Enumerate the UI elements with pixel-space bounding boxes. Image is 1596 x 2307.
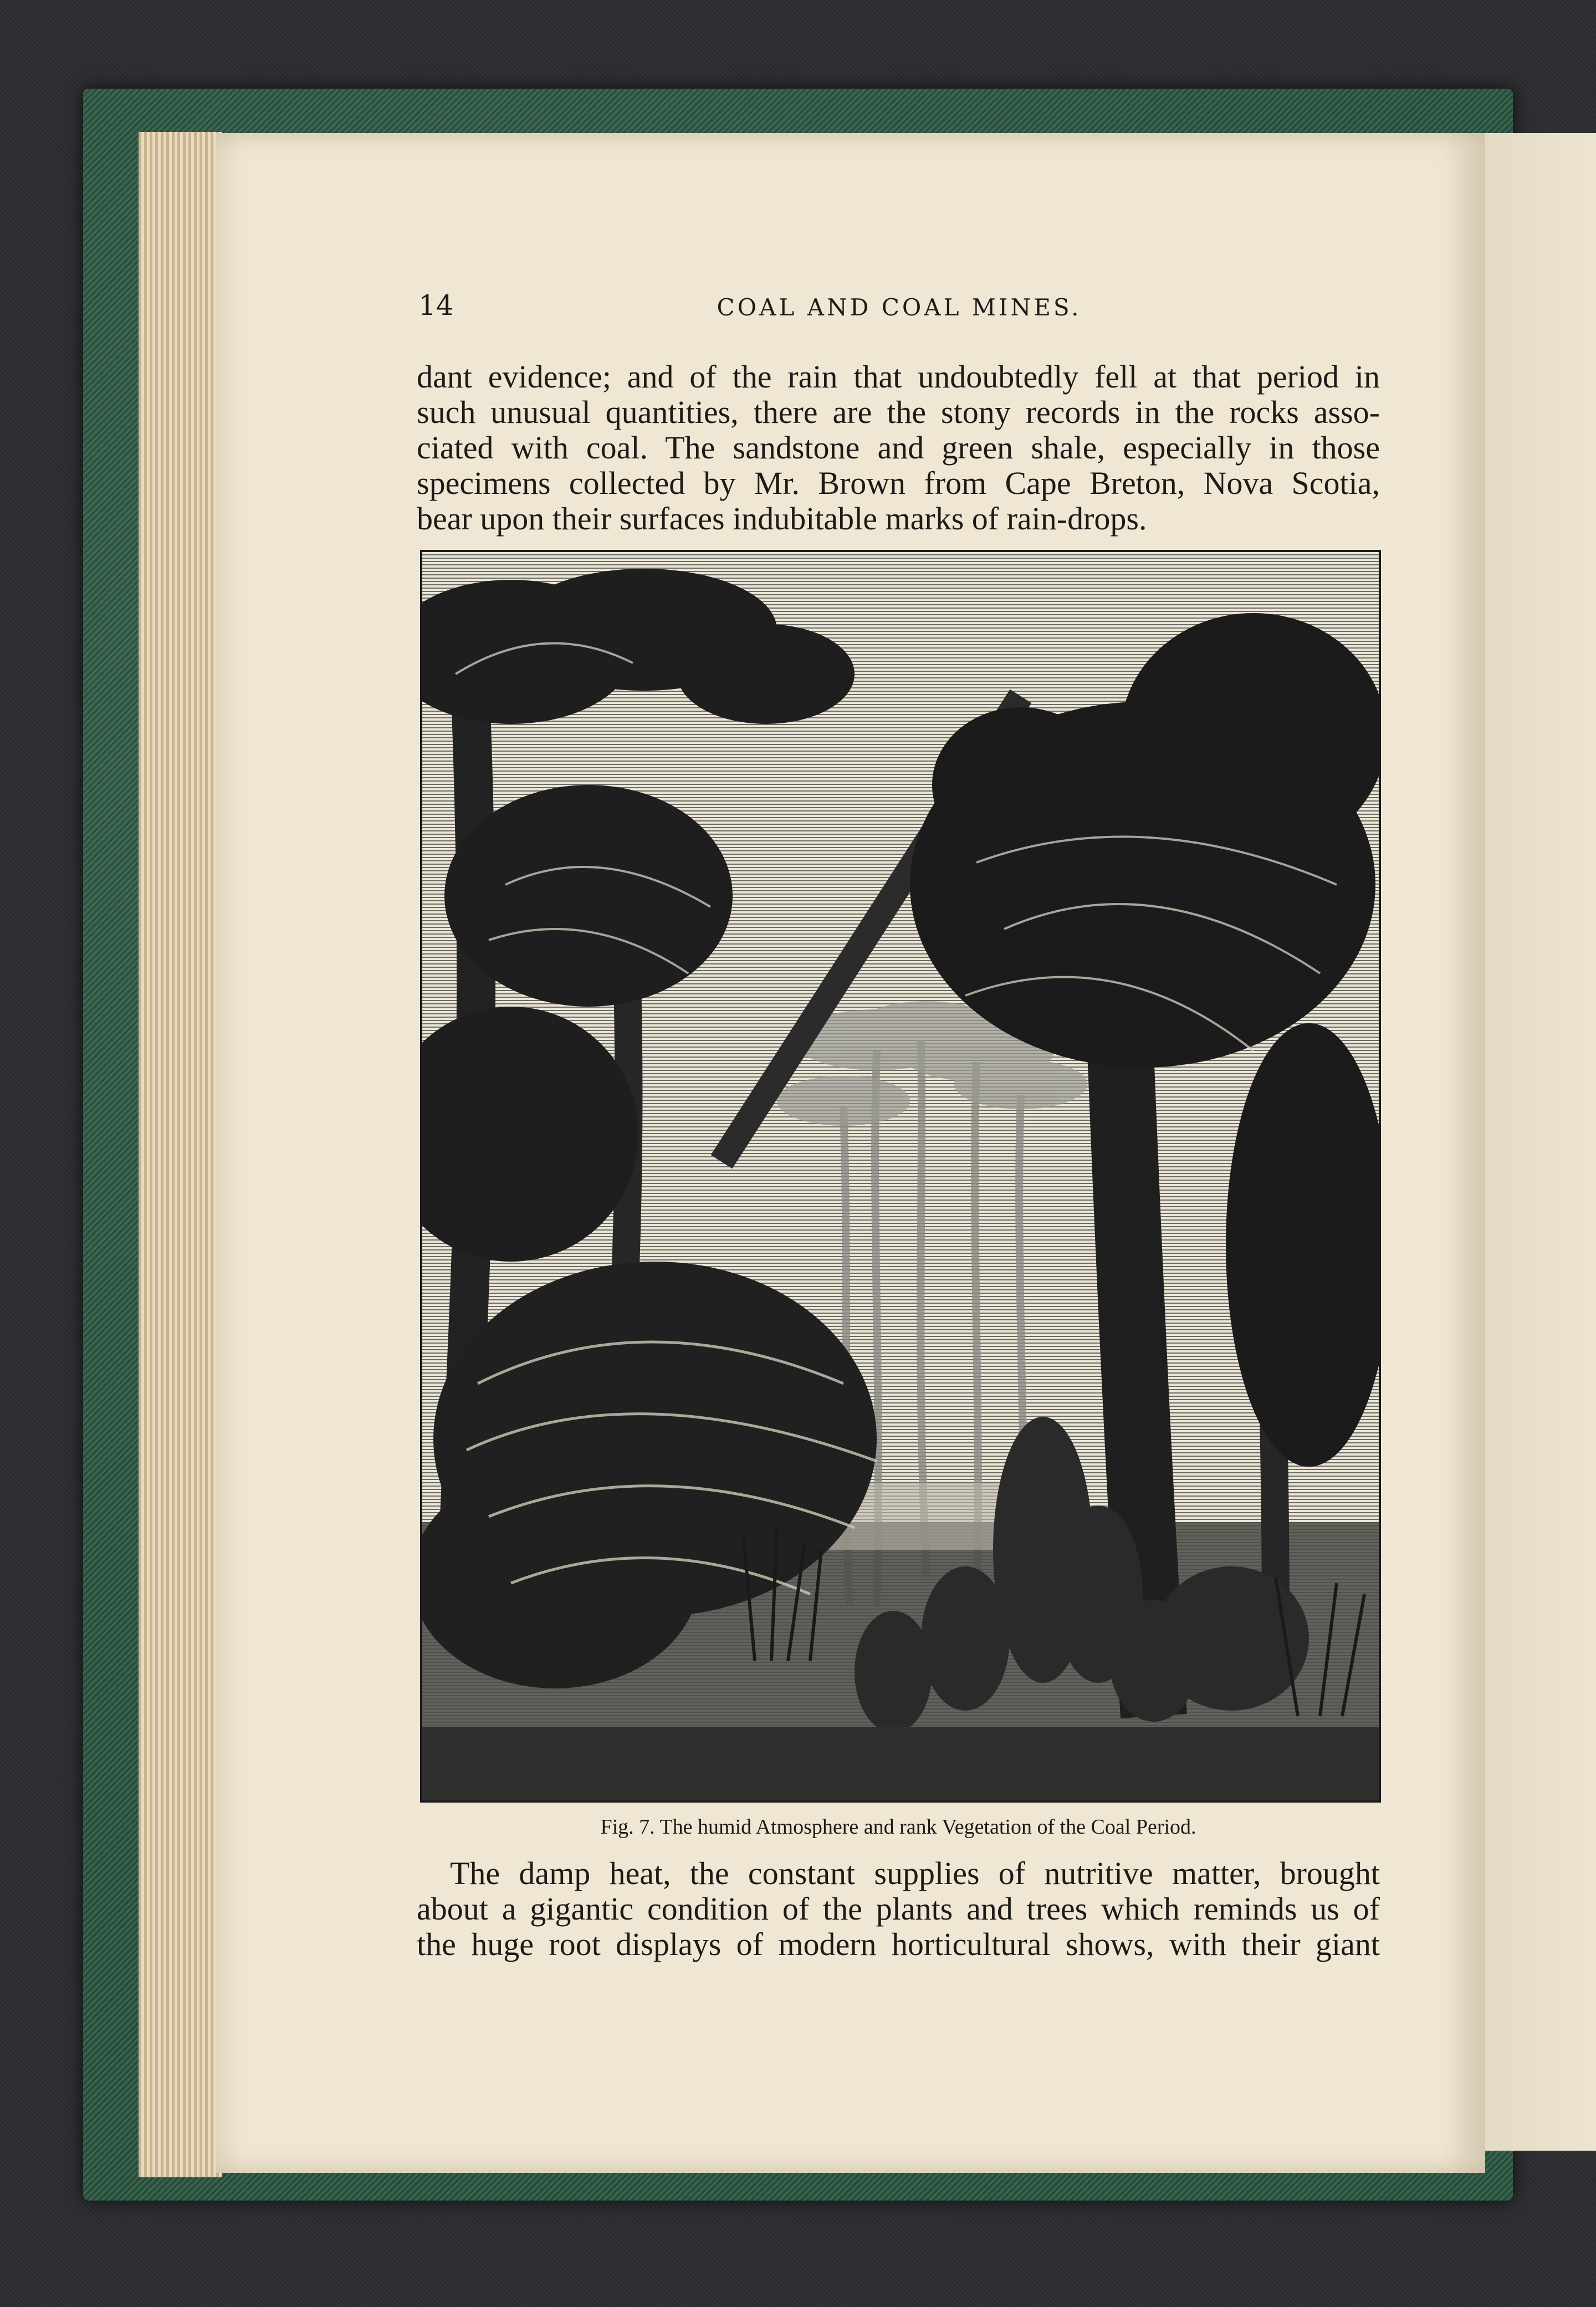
running-title: COAL AND COAL MINES. bbox=[717, 294, 1082, 321]
page-number: 14 bbox=[418, 289, 454, 321]
bottom-paragraph bbox=[417, 1856, 1380, 1962]
text-line: about a gigantic condition of the plants and trees which reminds us of bbox=[417, 1891, 1380, 1927]
top-paragraph bbox=[417, 359, 1380, 537]
running-head bbox=[418, 289, 1380, 334]
engraving-illustration bbox=[420, 550, 1381, 1803]
text-line: ciated with coal. The sandstone and green shale, especially in those bbox=[417, 430, 1380, 466]
engraving-svg bbox=[422, 552, 1379, 1800]
text-line: dant evidence; and of the rain that undoubtedly fell at that period in bbox=[417, 359, 1380, 395]
text-line: The damp heat, the constant supplies of nutritive matter, brought bbox=[450, 1855, 1380, 1891]
text-line: such unusual quantities, there are the stony records in the rocks asso- bbox=[417, 394, 1380, 430]
text-line: bear upon their surfaces indubitable marks of rain-drops. bbox=[417, 501, 1147, 537]
text-line: specimens collected by Mr. Brown from Cape Breton, Nova Scotia, bbox=[417, 465, 1380, 501]
text-line: the huge root displays of modern horticultural shows, with their giant bbox=[417, 1926, 1380, 1962]
page-edges bbox=[139, 132, 222, 2177]
figure-caption: Fig. 7. The humid Atmosphere and rank Vegetation of the Coal Period. bbox=[600, 1815, 1196, 1839]
